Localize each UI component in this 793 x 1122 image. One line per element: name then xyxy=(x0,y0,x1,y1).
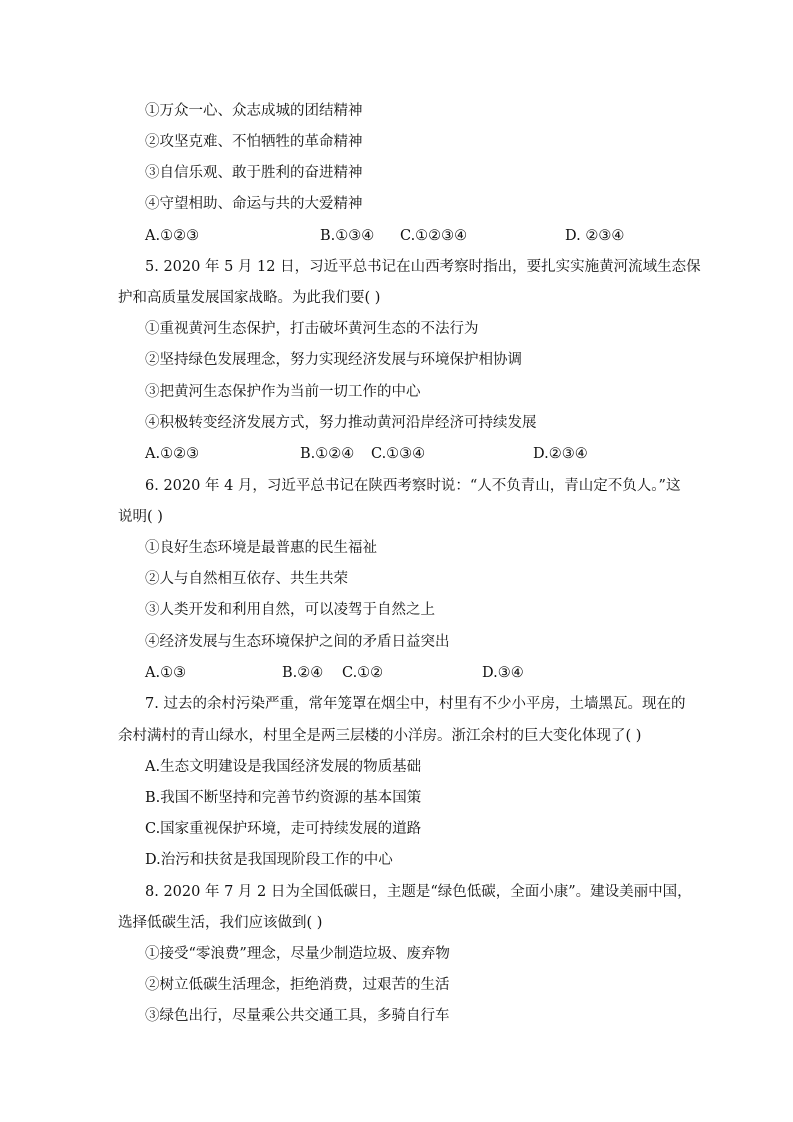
q8-item-2: ②树立低碳生活理念，拒绝消费，过艰苦的生活 xyxy=(145,977,450,993)
q7-stem-line1: 7. 过去的余村污染严重，常年笼罩在烟尘中，村里有不少小平房，土墙黑瓦。现在的 xyxy=(145,696,686,712)
q6-item-3: ③人类开发和利用自然，可以凌驾于自然之上 xyxy=(145,602,435,618)
q6-option-d: D.③④ xyxy=(482,665,524,681)
q5-option-a: A.①②③ xyxy=(145,446,200,462)
q7-option-a: A.生态文明建设是我国经济发展的物质基础 xyxy=(145,759,422,775)
q8-item-3: ③绿色出行，尽量乘公共交通工具，多骑自行车 xyxy=(145,1008,450,1024)
q5-item-1: ①重视黄河生态保护，打击破坏黄河生态的不法行为 xyxy=(145,321,479,337)
q5-item-2: ②坚持绿色发展理念，努力实现经济发展与环境保护相协调 xyxy=(145,352,522,368)
q7-stem-line2: 余村满村的青山绿水，村里全是两三层楼的小洋房。浙江余村的巨大变化体现了( ) xyxy=(118,728,642,744)
q4-item-4: ④守望相助、命运与共的大爱精神 xyxy=(145,196,363,212)
q6-options xyxy=(145,663,665,683)
q5-stem-line2: 护和高质量发展国家战略。为此我们要( ) xyxy=(118,290,381,306)
q5-option-c: C.①③④ xyxy=(371,446,426,462)
q5-stem-line1: 5. 2020 年 5 月 12 日，习近平总书记在山西考察时指出，要扎实实施黄河流域生态保 xyxy=(145,259,701,275)
q6-option-a: A.①③ xyxy=(145,665,187,681)
q6-stem-line1: 6. 2020 年 4 月，习近平总书记在陕西考察时说：“人不负青山，青山定不负人。”这 xyxy=(145,478,681,494)
q6-stem-line2: 说明( ) xyxy=(118,509,163,525)
q4-option-d: D. ②③④ xyxy=(565,228,625,244)
q4-option-c: C.①②③④ xyxy=(400,228,468,244)
q4-item-2: ②攻坚克难、不怕牺牲的革命精神 xyxy=(145,134,363,150)
q6-item-2: ②人与自然相互依存、共生共荣 xyxy=(145,571,348,587)
q4-item-1: ①万众一心、众志成城的团结精神 xyxy=(145,103,363,119)
q6-item-4: ④经济发展与生态环境保护之间的矛盾日益突出 xyxy=(145,634,450,650)
q4-options xyxy=(145,226,665,246)
q4-option-a: A.①②③ xyxy=(145,228,200,244)
q6-option-c: C.①② xyxy=(342,665,384,681)
q8-stem-line1: 8. 2020 年 7 月 2 日为全国低碳日，主题是“绿色低碳，全面小康”。建设美丽中国， xyxy=(145,884,692,900)
q5-options xyxy=(145,444,665,464)
q8-item-1: ①接受“零浪费”理念，尽量少制造垃圾、废弃物 xyxy=(145,946,450,962)
q5-option-d: D.②③④ xyxy=(533,446,588,462)
q7-option-b: B.我国不断坚持和完善节约资源的基本国策 xyxy=(145,790,422,806)
q7-option-c: C.国家重视保护环境，走可持续发展的道路 xyxy=(145,821,422,837)
q5-item-3: ③把黄河生态保护作为当前一切工作的中心 xyxy=(145,384,421,400)
q5-option-b: B.①②④ xyxy=(300,446,355,462)
q4-item-3: ③自信乐观、敢于胜利的奋进精神 xyxy=(145,165,363,181)
q4-option-b: B.①③④ xyxy=(320,228,375,244)
q6-option-b: B.②④ xyxy=(282,665,324,681)
q7-option-d: D.治污和扶贫是我国现阶段工作的中心 xyxy=(145,852,393,868)
q6-item-1: ①良好生态环境是最普惠的民生福祉 xyxy=(145,540,377,556)
q5-item-4: ④积极转变经济发展方式，努力推动黄河沿岸经济可持续发展 xyxy=(145,415,537,431)
q8-stem-line2: 选择低碳生活，我们应该做到( ) xyxy=(118,915,323,931)
